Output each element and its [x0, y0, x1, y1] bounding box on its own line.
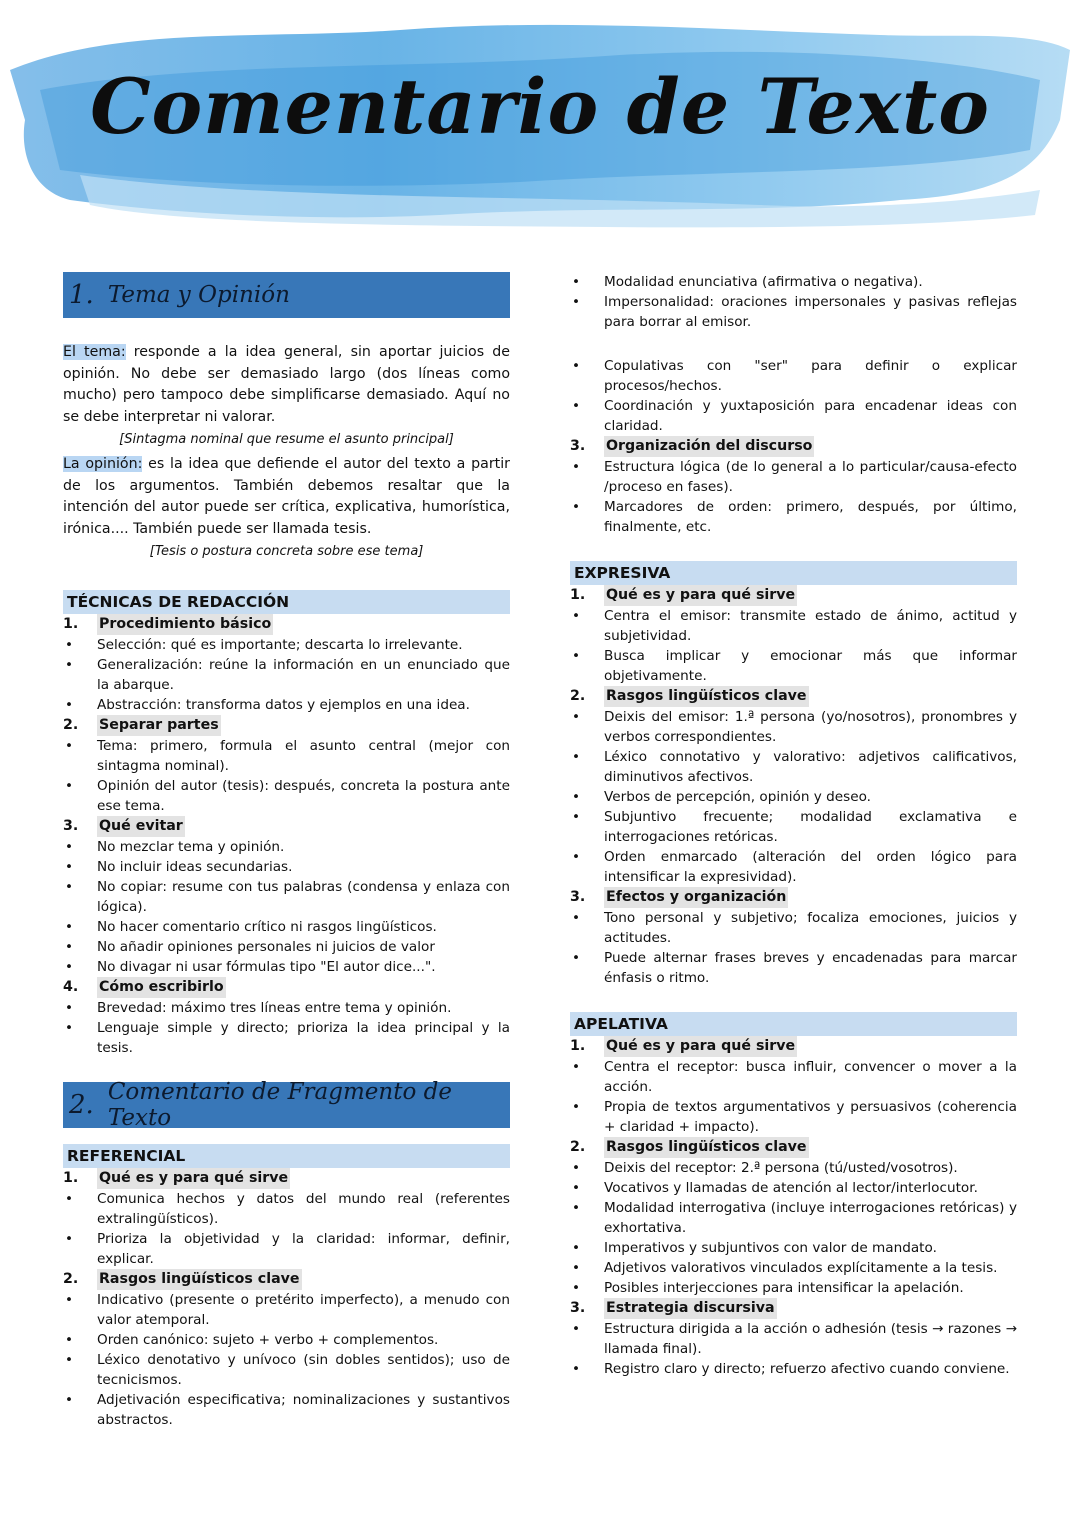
watercolor-banner — [0, 0, 1080, 240]
list-item: • Indicativo (presente o pretérito imperfecto), a menudo con valor atemporal. — [63, 1290, 510, 1330]
left-column — [63, 272, 510, 1430]
list-item: • Selección: qué es importante; descarta lo irrelevante. — [63, 635, 510, 655]
step-heading: 2. Separar partes — [63, 715, 510, 736]
list-item: • Lenguaje simple y directo; prioriza la idea principal y la tesis. — [63, 1018, 510, 1058]
list-item: • Imperativos y subjuntivos con valor de mandato. — [570, 1238, 1017, 1258]
opinion-text: es la idea que defiende el autor del texto a partir de los argumentos. También debemos resaltar que la intención del autor puede ser crítica, explicativa, humorística, irónica.... También puede ser llamada tesis. — [63, 456, 510, 537]
apelativa-heading: APELATIVA — [570, 1012, 1017, 1036]
referencial-heading: REFERENCIAL — [63, 1144, 510, 1168]
step-heading: 2. Rasgos lingüísticos clave — [63, 1269, 510, 1290]
list-item: • Tono personal y subjetivo; focaliza emociones, juicios y actitudes. — [570, 908, 1017, 948]
step-heading: 1. Qué es y para qué sirve — [570, 585, 1017, 606]
step-heading: 4. Cómo escribirlo — [63, 977, 510, 998]
list-item: • Tema: primero, formula el asunto central (mejor con sintagma nominal). — [63, 736, 510, 776]
list-item: • Registro claro y directo; refuerzo afectivo cuando conviene. — [570, 1359, 1017, 1379]
list-item: • Estructura dirigida a la acción o adhesión (tesis → razones → llamada final). — [570, 1319, 1017, 1359]
section-title: Comentario de Fragmento de Texto — [107, 1079, 452, 1131]
list-item: • Opinión del autor (tesis): después, concreta la postura ante ese tema. — [63, 776, 510, 816]
list-item: • Marcadores de orden: primero, después, por último, finalmente, etc. — [570, 497, 1017, 537]
step-heading: 3. Organización del discurso — [570, 436, 1017, 457]
step-heading: 2. Rasgos lingüísticos clave — [570, 1137, 1017, 1158]
tema-label: El tema: — [63, 344, 126, 360]
list-item: • Copulativas con "ser" para definir o explicar procesos/hechos. — [570, 356, 1017, 396]
opinion-paragraph — [63, 454, 510, 540]
list-item: • Deixis del emisor: 1.ª persona (yo/nosotros), pronombres y verbos correspondientes. — [570, 707, 1017, 747]
list-item: • Centra el emisor: transmite estado de ánimo, actitud y subjetividad. — [570, 606, 1017, 646]
list-item: • Modalidad interrogativa (incluye interrogaciones retóricas) y exhortativa. — [570, 1198, 1017, 1238]
list-item: • Adjetivos valorativos vinculados explícitamente a la tesis. — [570, 1258, 1017, 1278]
list-item: • Posibles interjecciones para intensificar la apelación. — [570, 1278, 1017, 1298]
list-item: • No mezclar tema y opinión. — [63, 837, 510, 857]
step-heading: 3. Qué evitar — [63, 816, 510, 837]
list-item: • No añadir opiniones personales ni juicios de valor — [63, 937, 510, 957]
list-item: • Busca implicar y emocionar más que informar objetivamente. — [570, 646, 1017, 686]
list-item: • Prioriza la objetividad y la claridad: informar, definir, explicar. — [63, 1229, 510, 1269]
right-column — [570, 272, 1017, 1379]
list-item: • Verbos de percepción, opinión y deseo. — [570, 787, 1017, 807]
step-heading: 1. Procedimiento básico — [63, 614, 510, 635]
list-item: • Modalidad enunciativa (afirmativa o negativa). — [570, 272, 1017, 292]
list-item: • Impersonalidad: oraciones impersonales y pasivas reflejas para borrar al emisor. — [570, 292, 1017, 332]
list-item: • Léxico connotativo y valorativo: adjetivos calificativos, diminutivos afectivos. — [570, 747, 1017, 787]
list-item: • Coordinación y yuxtaposición para encadenar ideas con claridad. — [570, 396, 1017, 436]
list-item: • Orden canónico: sujeto + verbo + complementos. — [63, 1330, 510, 1350]
list-item: • Centra el receptor: busca influir, convencer o mover a la acción. — [570, 1057, 1017, 1097]
tema-note: [Sintagma nominal que resume el asunto principal] — [119, 432, 454, 447]
opinion-note: [Tesis o postura concreta sobre ese tema] — [149, 544, 424, 559]
list-item: • Comunica hechos y datos del mundo real (referentes extralingüísticos). — [63, 1189, 510, 1229]
opinion-label: La opinión: — [63, 456, 143, 472]
tecnicas-heading: TÉCNICAS DE REDACCIÓN — [63, 590, 510, 614]
list-item: • Puede alternar frases breves y encadenadas para marcar énfasis o ritmo. — [570, 948, 1017, 988]
step-heading: 3. Estrategia discursiva — [570, 1298, 1017, 1319]
step-heading: 1. Qué es y para qué sirve — [570, 1036, 1017, 1057]
list-item: • Adjetivación especificativa; nominalizaciones y sustantivos abstractos. — [63, 1390, 510, 1430]
list-item: • Propia de textos argumentativos y persuasivos (coherencia + claridad + impacto). — [570, 1097, 1017, 1137]
tema-text: responde a la idea general, sin aportar juicios de opinión. No debe ser demasiado largo (dos líneas como mucho) pero tampoco debe simplificarse demasiado. Aquí no se debe interpretar ni valorar. — [63, 344, 510, 425]
section-number: 1. — [69, 280, 94, 310]
list-item: • Generalización: reúne la información en un enunciado que la abarque. — [63, 655, 510, 695]
list-item: • No incluir ideas secundarias. — [63, 857, 510, 877]
expresiva-heading: EXPRESIVA — [570, 561, 1017, 585]
tema-paragraph — [63, 342, 510, 428]
list-item: • Subjuntivo frecuente; modalidad exclamativa e interrogaciones retóricas. — [570, 807, 1017, 847]
section-header-tema-opinion — [63, 272, 510, 318]
list-item: • Léxico denotativo y unívoco (sin dobles sentidos); uso de tecnicismos. — [63, 1350, 510, 1390]
section-title: Tema y Opinión — [107, 282, 290, 308]
section-header-fragmento — [63, 1079, 510, 1131]
step-heading: 2. Rasgos lingüísticos clave — [570, 686, 1017, 707]
list-item: • Deixis del receptor: 2.ª persona (tú/usted/vosotros). — [570, 1158, 1017, 1178]
section-number: 2. — [69, 1090, 94, 1120]
page-title: Comentario de Texto — [90, 62, 990, 151]
step-heading: 3. Efectos y organización — [570, 887, 1017, 908]
list-item: • Abstracción: transforma datos y ejemplos en una idea. — [63, 695, 510, 715]
step-heading: 1. Qué es y para qué sirve — [63, 1168, 510, 1189]
list-item: • Brevedad: máximo tres líneas entre tema y opinión. — [63, 998, 510, 1018]
list-item: • No copiar: resume con tus palabras (condensa y enlaza con lógica). — [63, 877, 510, 917]
list-item: • Estructura lógica (de lo general a lo particular/causa-efecto /proceso en fases). — [570, 457, 1017, 497]
tecnicas-steps — [63, 614, 510, 1058]
list-item: • Orden enmarcado (alteración del orden lógico para intensificar la expresividad). — [570, 847, 1017, 887]
list-item: • No hacer comentario crítico ni rasgos lingüísticos. — [63, 917, 510, 937]
list-item: • Vocativos y llamadas de atención al lector/interlocutor. — [570, 1178, 1017, 1198]
list-item: • No divagar ni usar fórmulas tipo "El autor dice...". — [63, 957, 510, 977]
